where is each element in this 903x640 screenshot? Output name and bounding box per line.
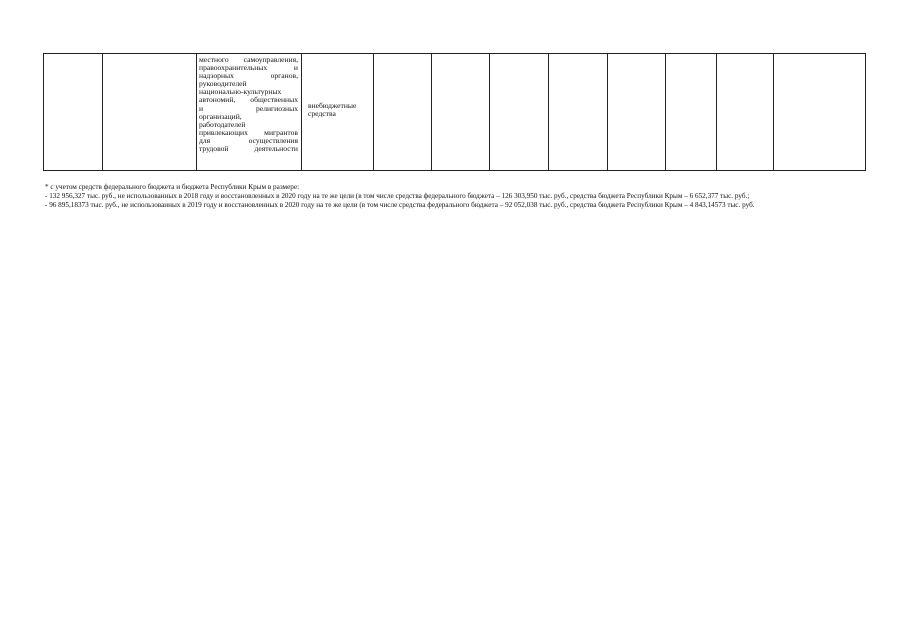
participants-word: правоохранительных (199, 64, 268, 73)
participants-word: деятельности (254, 145, 298, 154)
participants-line (199, 105, 298, 113)
participants-word: надзорных (199, 72, 234, 81)
participants-word: общественных (250, 96, 298, 105)
footnotes (45, 183, 857, 210)
participants-text (197, 54, 301, 153)
participants-line (199, 129, 298, 137)
participants-line (199, 145, 298, 153)
table-cell-9 (608, 54, 666, 171)
participants-word: мигрантов (264, 128, 298, 137)
funding-source-text: внебюджетные средства (308, 101, 357, 119)
program-table (43, 53, 866, 171)
table-cell-11 (717, 54, 774, 171)
table-cell-12 (774, 54, 866, 171)
participants-word: осуществления (248, 136, 298, 145)
participants-word: местного (199, 56, 229, 64)
footnote-line: - 132 956,327 тыс. руб., не использованных в 2018 году и восстановленных в 2020 году на те же цели (в том числе средства федерального бюджета – 126 303,950 тыс. руб., средства бюджета Республики Крым – 6 652,377 тыс. руб.; (45, 192, 750, 200)
participants-word: религиозных (256, 104, 298, 113)
table-cell-funding-source (302, 54, 374, 171)
participants-word: автономий, (199, 96, 236, 105)
participants-line (199, 137, 298, 145)
participants-word: самоуправления, (243, 56, 298, 64)
participants-line (199, 56, 298, 64)
table-cell-2 (103, 54, 197, 171)
participants-line: организаций, (199, 112, 242, 121)
table-row (44, 54, 866, 171)
footnote-intro: * с учетом средств федерального бюджета и бюджета Республики Крым в размере: (45, 183, 300, 191)
participants-line: национально-культурных (199, 88, 282, 97)
participants-word: привлекающих (199, 128, 248, 137)
participants-word: органов, (270, 72, 298, 81)
participants-word: для (199, 136, 211, 145)
participants-line: работодателей (199, 120, 246, 129)
table-cell-participants (197, 54, 302, 171)
participants-word: и (199, 104, 204, 113)
participants-line (199, 72, 298, 80)
participants-line (199, 64, 298, 72)
footnote-line: - 96 895,18373 тыс. руб., не использованных в 2019 году и восстановленных в 2020 году на те же цели (в том числе средства федерального бюджета – 92 052,038 тыс. руб., средства бюджета Республики Крым – 4 843,14573 тыс. руб. (45, 201, 755, 209)
table-cell-8 (549, 54, 608, 171)
table-cell-1 (44, 54, 103, 171)
table-cell-10 (666, 54, 717, 171)
participants-word: трудовой (199, 145, 229, 154)
table-cell-6 (432, 54, 490, 171)
table-cell-5 (374, 54, 432, 171)
participants-word: и (293, 64, 298, 73)
participants-line (199, 96, 298, 104)
table-cell-7 (490, 54, 549, 171)
participants-line: руководителей (199, 80, 247, 89)
